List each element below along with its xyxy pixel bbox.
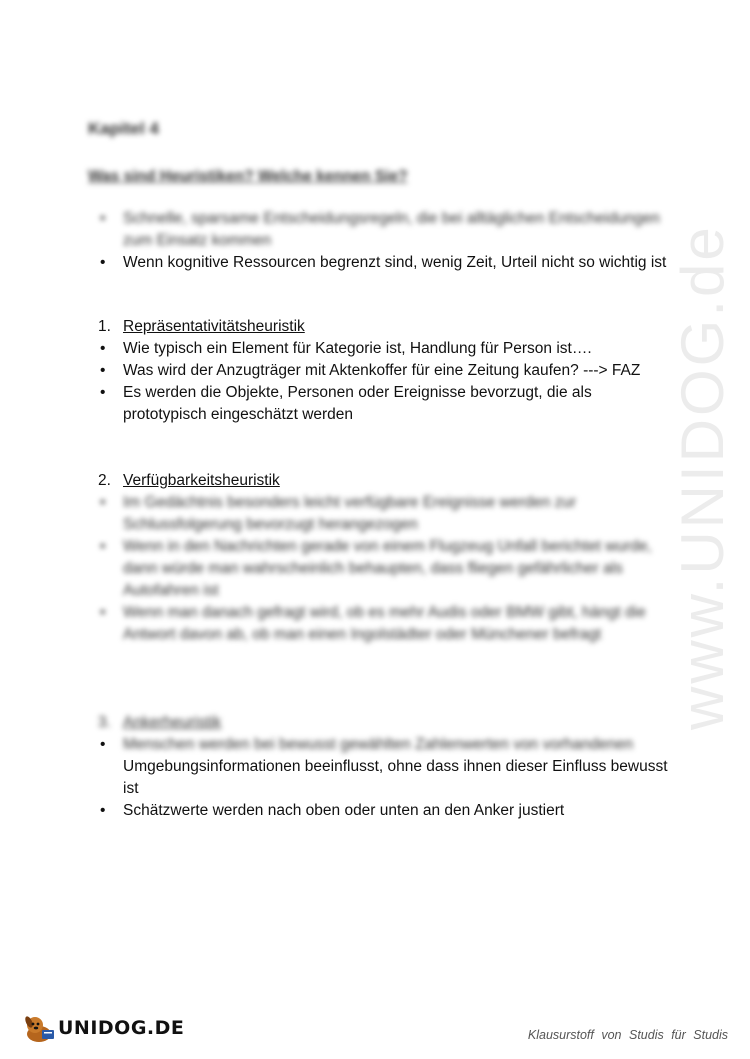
section-number: 2.: [98, 472, 111, 489]
section-3-heading: [88, 712, 668, 734]
section-title: Verfügbarkeitsheuristik: [123, 472, 280, 489]
list-item: • Es werden die Objekte, Personen oder Ereignisse bevorzugt, die als prototypisch eingeschätzt werden: [88, 382, 668, 426]
watermark-text: www.UNIDOG.de: [669, 224, 736, 730]
list-item: • Wenn man danach gefragt wird, ob es mehr Audis oder BMW gibt, hängt die Antwort davon ab, ob man einen Ingolstädter oder Münchener befragt: [88, 602, 668, 646]
list-item: • Wie typisch ein Element für Kategorie ist, Handlung für Person ist….: [88, 338, 668, 360]
list-item: [88, 734, 668, 800]
list-item: • Was wird der Anzugträger mit Aktenkoffer für eine Zeitung kaufen? ---> FAZ: [88, 360, 668, 382]
unidog-logo[interactable]: [22, 1012, 184, 1044]
section-number: 1.: [98, 318, 111, 335]
section-number: 3.: [98, 714, 111, 731]
intro-bullet-2: • Wenn kognitive Ressourcen begrenzt sind, wenig Zeit, Urteil nicht so wichtig ist: [88, 252, 668, 274]
document-content: [88, 118, 668, 822]
dog-mascot-icon: [22, 1012, 56, 1044]
list-item: • Schätzwerte werden nach oben oder unten an den Anker justiert: [88, 800, 668, 822]
footer-tagline: Klausurstoff von Studis für Studis: [527, 1028, 728, 1042]
section-1-list: [88, 338, 668, 426]
section-1-heading: [88, 316, 668, 338]
section-title: Repräsentativitätsheuristik: [123, 318, 305, 335]
intro-list: [88, 208, 668, 274]
list-item: • Wenn in den Nachrichten gerade von einem Flugzeug Unfall berichtet wurde, dann würde man wahrscheinlich behaupten, dass fliegen gefährlicher als Autofahren ist: [88, 536, 668, 602]
section-3-list: [88, 734, 668, 822]
section-title: Ankerheuristik: [123, 714, 222, 731]
logo-text: UNIDOG.DE: [58, 1017, 185, 1039]
question-heading: Was sind Heuristiken? Welche kennen Sie?: [88, 168, 408, 185]
chapter-heading: Kapitel 4: [88, 119, 159, 138]
blurred-line: • Menschen werden bei bewusst gewählten Zahlenwerten von vorhandenen: [123, 736, 634, 753]
list-item: • Im Gedächtnis besonders leicht verfügbare Ereignisse werden zur Schlussfolgerung bevorzugt herangezogen: [88, 492, 668, 536]
section-2-heading: [88, 470, 668, 492]
clear-text: Umgebungsinformationen beeinflusst, ohne dass ihnen dieser Einfluss bewusst ist: [123, 758, 668, 797]
intro-bullet-1: • Schnelle, sparsame Entscheidungsregeln, die bei alltäglichen Entscheidungen zum Einsatz kommen: [88, 208, 668, 252]
section-2-list: [88, 492, 668, 646]
